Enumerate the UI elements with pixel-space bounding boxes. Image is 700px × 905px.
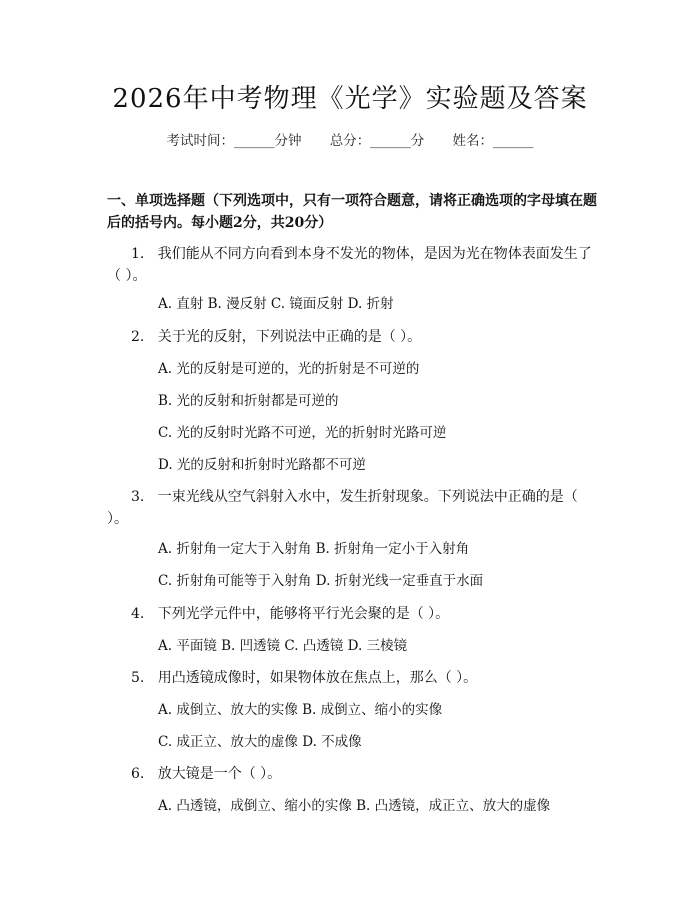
question-4-options: A. 平面镜 B. 凹透镜 C. 凸透镜 D. 三棱镜 xyxy=(158,638,408,654)
question-number: 4. xyxy=(131,606,145,622)
question-5 xyxy=(107,667,597,689)
exam-time-field: 考试时间：______分钟 xyxy=(166,133,302,149)
question-number: 5. xyxy=(131,670,145,686)
question-text: 关于光的反射，下列说法中正确的是（ ）。 xyxy=(157,329,422,345)
question-2 xyxy=(107,326,597,348)
question-5-options-cd: C. 成正立、放大的虚像 D. 不成像 xyxy=(158,734,362,750)
question-number: 6. xyxy=(131,766,145,782)
student-name-field: 姓名：______ xyxy=(452,133,534,149)
question-4 xyxy=(107,603,597,625)
question-5-options-ab: A. 成倒立、放大的实像 B. 成倒立、缩小的实像 xyxy=(158,702,443,718)
question-number: 3. xyxy=(131,489,145,505)
question-6-options: A. 凸透镜，成倒立、缩小的实像 B. 凸透镜，成正立、放大的虚像 xyxy=(158,798,551,814)
question-text: 放大镜是一个（ ）。 xyxy=(157,766,282,782)
question-text: 一束光线从空气斜射入水中，发生折射现象。下列说法中正确的是（ ）。 xyxy=(107,489,578,527)
document-title: 2026年中考物理《光学》实验题及答案 xyxy=(112,84,588,114)
section-heading: 一、单项选择题（下列选项中，只有一项符合题意，请将正确选项的字母填在题后的括号内。每小题2分，共20分） xyxy=(107,193,597,231)
question-3 xyxy=(107,486,597,530)
question-3-options-cd: C. 折射角可能等于入射角 D. 折射光线一定垂直于水面 xyxy=(158,573,484,589)
question-1-options: A. 直射 B. 漫反射 C. 镜面反射 D. 折射 xyxy=(158,296,394,312)
question-6 xyxy=(107,763,597,785)
question-text: 下列光学元件中，能够将平行光会聚的是（ ）。 xyxy=(157,606,450,622)
question-2-option-d: D. 光的反射和折射时光路都不可逆 xyxy=(158,457,366,473)
question-2-option-a: A. 光的反射是可逆的，光的折射是不可逆的 xyxy=(158,361,420,377)
exam-meta-line xyxy=(0,131,700,151)
question-3-options-ab: A. 折射角一定大于入射角 B. 折射角一定小于入射角 xyxy=(158,541,470,557)
question-number: 2. xyxy=(131,329,145,345)
question-2-option-b: B. 光的反射和折射都是可逆的 xyxy=(158,393,339,409)
question-number: 1. xyxy=(131,246,145,262)
question-text: 我们能从不同方向看到本身不发光的物体，是因为光在物体表面发生了（ ）。 xyxy=(107,246,592,284)
question-2-option-c: C. 光的反射时光路不可逆，光的折射时光路可逆 xyxy=(158,425,447,441)
question-1 xyxy=(107,243,597,287)
total-score-field: 总分：______分 xyxy=(329,133,425,149)
question-text: 用凸透镜成像时，如果物体放在焦点上，那么（ ）。 xyxy=(157,670,478,686)
